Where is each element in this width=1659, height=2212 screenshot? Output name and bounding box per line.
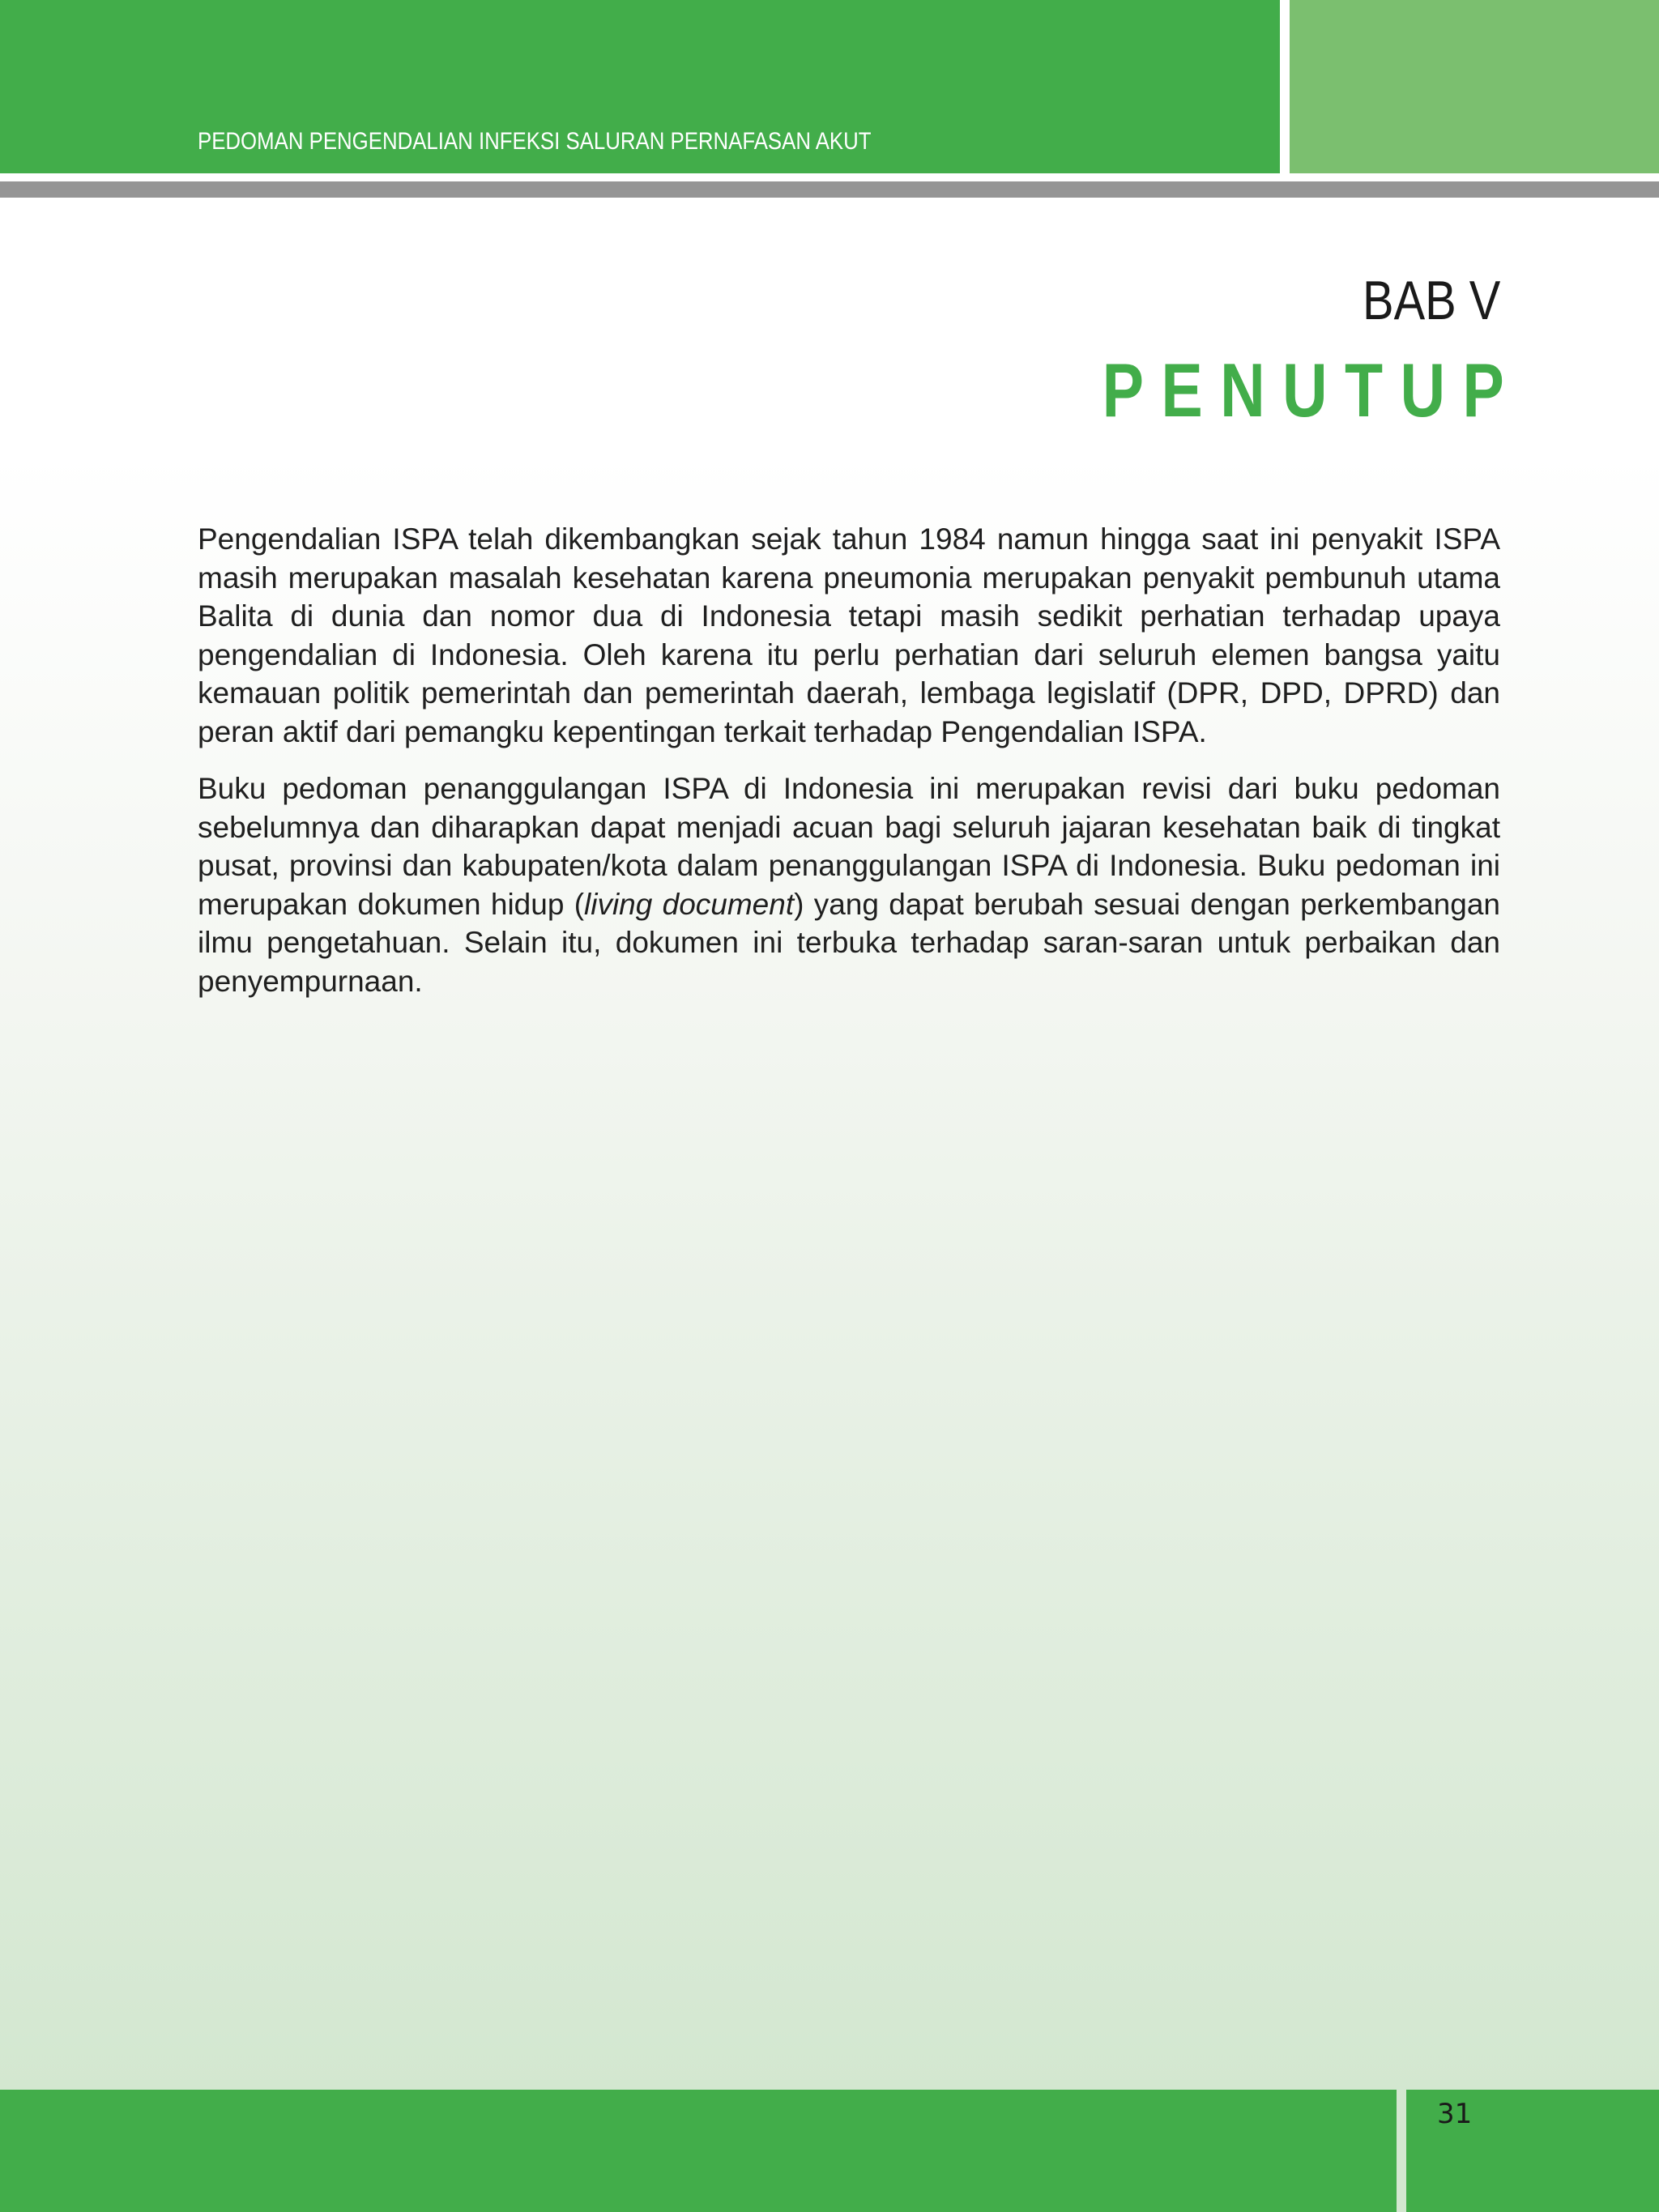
footer-bar — [0, 2090, 1397, 2212]
chapter-title: PENUTUP — [1102, 347, 1521, 433]
running-title: PEDOMAN PENGENDALIAN INFEKSI SALURAN PERNAFASAN AKUT — [198, 128, 872, 155]
header-divider — [0, 181, 1659, 198]
header-accent-block — [1290, 0, 1659, 173]
paragraph-2 — [198, 769, 1500, 1000]
chapter-label: BAB V — [1362, 270, 1500, 331]
body-text — [198, 520, 1500, 1019]
paragraph-2-start: Buku pedoman penanggulangan ISPA di Indonesia ini merupakan revisi dari buku pedoman sebelumnya dan diharapkan dapat menjadi acuan bagi seluruh jajaran kesehatan baik di tingkat pusat, provinsi dan kabupaten/kota dalam penanggulangan ISPA di Indonesia. Buku pedoman ini merupakan dokumen hidup ( — [198, 772, 1500, 921]
paragraph-1: Pengendalian ISPA telah dikembangkan sejak tahun 1984 namun hingga saat ini penyakit ISPA masih merupakan masalah kesehatan karena pneumonia merupakan penyakit pembunuh utama Balita di dunia dan nomor dua di Indonesia tetapi masih sedikit perhatian terhadap upaya pengendalian di Indonesia. Oleh karena itu perlu perhatian dari seluruh elemen bangsa yaitu kemauan politik pemerintah dan pemerintah daerah, lembaga legislatif (DPR, DPD, DPRD) dan peran aktif dari pemangku kepentingan terkait terhadap Pengendalian ISPA. — [198, 522, 1500, 748]
paragraph-2-italic: living document — [584, 887, 795, 921]
page-number: 31 — [1437, 2098, 1473, 2130]
paragraph-2-end: ) yang dapat berubah sesuai dengan perkembangan ilmu pengetahuan. Selain itu, dokumen ini terbuka terhadap saran-saran untuk perbaikan dan penyempurnaan. — [198, 887, 1500, 998]
